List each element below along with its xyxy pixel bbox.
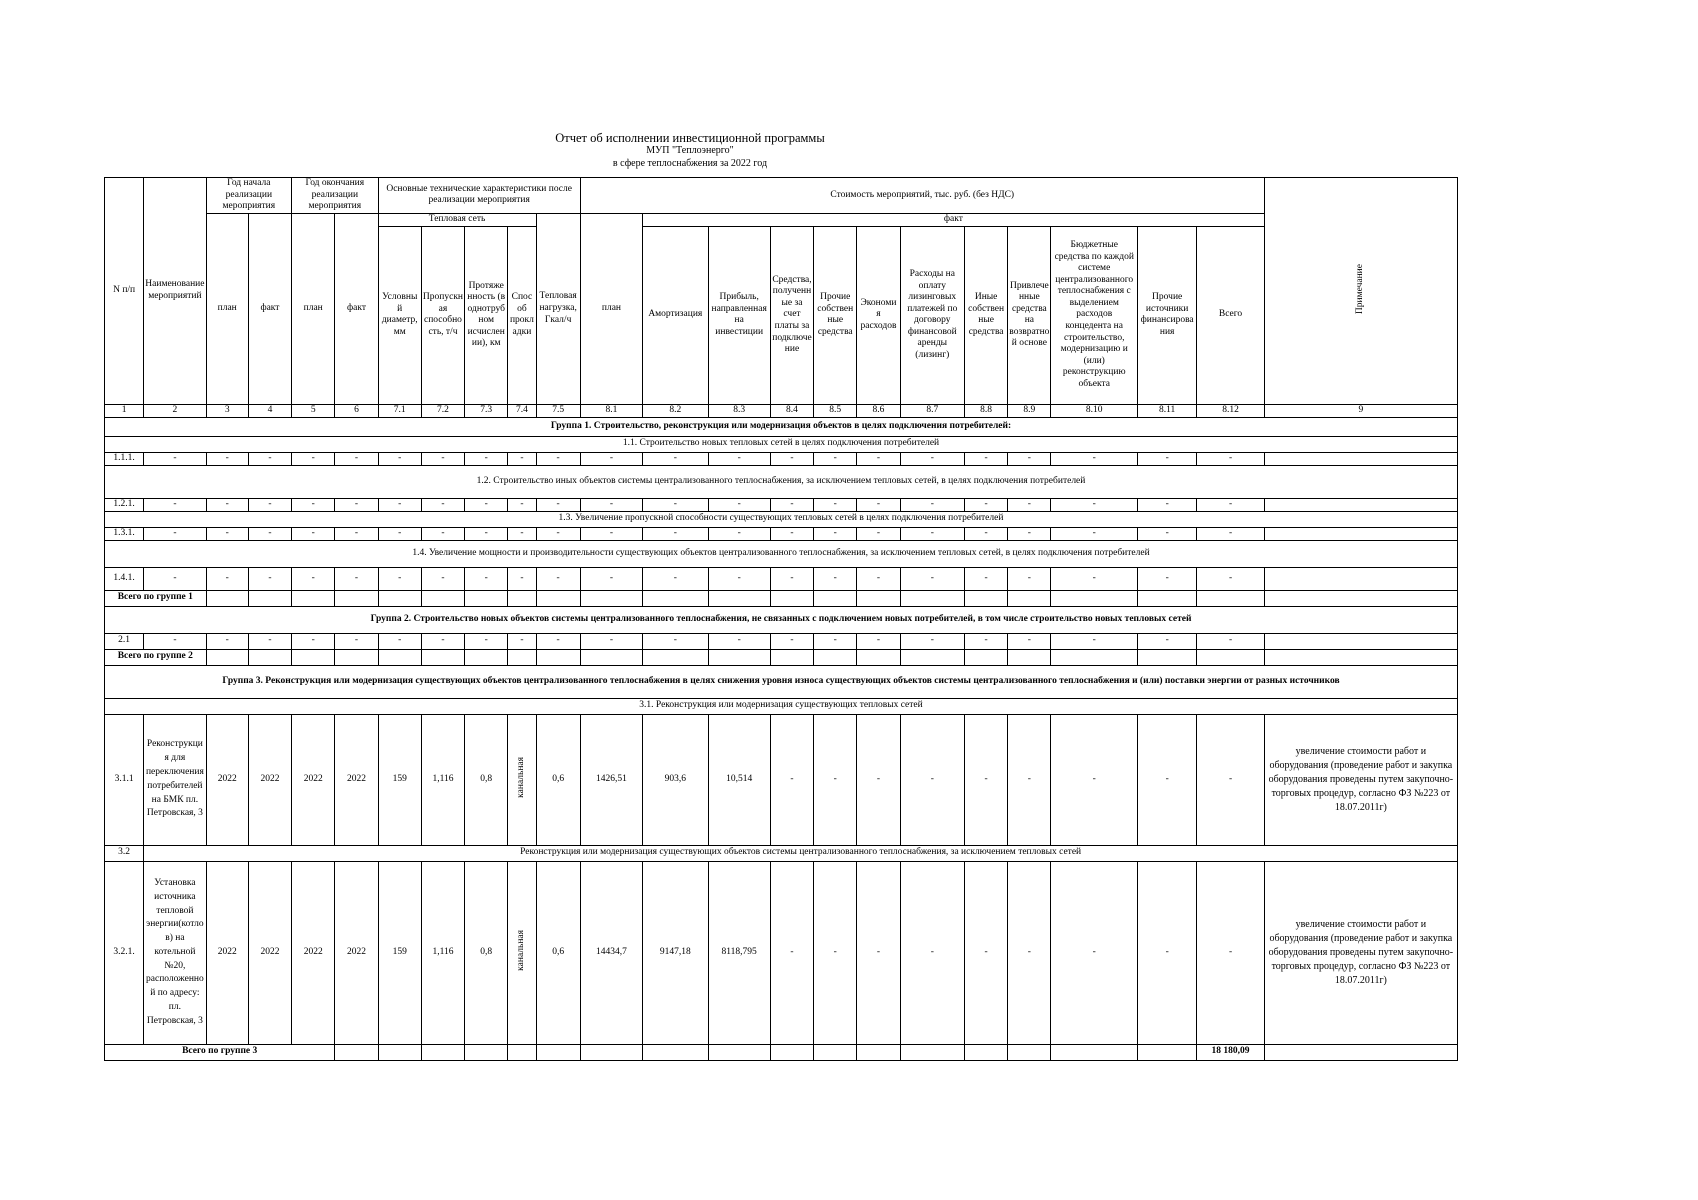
capacity: 1,116	[421, 714, 464, 845]
cell-dash: -	[248, 633, 291, 649]
header-year-end: Год окончания реализации мероприятия	[292, 178, 379, 214]
cell-dash: -	[643, 498, 708, 511]
cell-dash: -	[643, 633, 708, 649]
cell-dash: -	[708, 498, 770, 511]
cell-dash: -	[1008, 527, 1051, 540]
header-connection: Средства, полученные за счет платы за подключение	[770, 226, 813, 404]
cell-dash: -	[857, 714, 900, 845]
cell-dash: -	[708, 633, 770, 649]
cell-dash: -	[465, 452, 508, 465]
note: увеличение стоимости работ и оборудования (проведение работ и закупка оборудования проведены путем закупочно-торговых процедур, согласно ФЗ №223 от 18.07.2011г)	[1264, 861, 1457, 1044]
subgroup-1-3: 1.3. Увеличение пропускной способности существующих тепловых сетей в целях подключения потребителей	[105, 511, 1458, 527]
cell-dash: -	[900, 861, 964, 1044]
cell-dash: -	[421, 633, 464, 649]
cell-dash: -	[335, 527, 378, 540]
col-number: 8.9	[1008, 404, 1051, 417]
plan-start: 2022	[206, 861, 248, 1044]
header-diameter: Условный диаметр, мм	[378, 226, 421, 404]
header-profit: Прибыль, направленная на инвестиции	[708, 226, 770, 404]
cell-dash: -	[857, 567, 900, 590]
cell-dash: -	[1137, 714, 1196, 845]
method: канальная	[508, 861, 536, 1044]
header-note: Примечание	[1264, 178, 1457, 405]
cell-dash: -	[508, 527, 536, 540]
cell-dash: -	[508, 498, 536, 511]
cell-dash: -	[536, 527, 580, 540]
cell-dash: -	[378, 633, 421, 649]
cell-dash: -	[378, 527, 421, 540]
header-fact-group: факт	[643, 213, 1265, 226]
cell-dash: -	[964, 567, 1007, 590]
cell-dash: -	[770, 633, 813, 649]
subgroup-3-2: Реконструкция или модернизация существующих объектов системы централизованного теплоснабжения, за исключением тепловых сетей	[144, 845, 1458, 861]
capacity: 1,116	[421, 861, 464, 1044]
cell-dash: -	[1197, 527, 1264, 540]
header-economy: Экономия расходов	[857, 226, 900, 404]
cell-dash: -	[770, 567, 813, 590]
table-row	[105, 633, 1458, 649]
col-number: 3	[206, 404, 248, 417]
cell-dash: -	[814, 498, 857, 511]
cell-dash: -	[1137, 861, 1196, 1044]
cell-dash: -	[465, 567, 508, 590]
load: 0,6	[536, 714, 580, 845]
row-number: 3.2	[105, 845, 144, 861]
amortization: 903,6	[643, 714, 708, 845]
group-total-row	[105, 649, 1458, 665]
cell-dash: -	[580, 527, 642, 540]
cell-dash: -	[248, 452, 291, 465]
col-number: 4	[248, 404, 291, 417]
note: увеличение стоимости работ и оборудования (проведение работ и закупка оборудования проведены путем закупочно-торговых процедур, согласно ФЗ №223 от 18.07.2011г)	[1264, 714, 1457, 845]
cell-dash: -	[857, 498, 900, 511]
subgroup-3-1: 3.1. Реконструкция или модернизация существующих тепловых сетей	[105, 698, 1458, 714]
header-other-sources: Прочие источники финансирования	[1137, 226, 1196, 404]
cell-dash: -	[1008, 498, 1051, 511]
cell-dash: -	[465, 498, 508, 511]
cell-empty	[1264, 527, 1457, 540]
method: канальная	[508, 714, 536, 845]
col-number: 7.3	[465, 404, 508, 417]
header-amort: Амортизация	[643, 226, 708, 404]
cell-dash: -	[900, 452, 964, 465]
cell-dash: -	[1197, 567, 1264, 590]
cell-dash: -	[536, 567, 580, 590]
header-budget: Бюджетные средства по каждой системе централизованного теплоснабжения с выделением расходов концедента на строительство, модернизацию и (или) реконструкцию объекта	[1051, 226, 1138, 404]
plan-end: 2022	[292, 861, 335, 1044]
col-number: 9	[1264, 404, 1457, 417]
cell-empty	[1264, 498, 1457, 511]
row-number: 1.2.1.	[105, 498, 144, 511]
col-number: 2	[144, 404, 206, 417]
cell-dash: -	[900, 714, 964, 845]
cell-dash: -	[1137, 527, 1196, 540]
col-number: 7.4	[508, 404, 536, 417]
header-teplo-set: Тепловая сеть	[378, 213, 536, 226]
cell-dash: -	[964, 527, 1007, 540]
header-other-own: Иные собственные средства	[964, 226, 1007, 404]
cell-dash: -	[814, 861, 857, 1044]
col-number: 7.1	[378, 404, 421, 417]
header-fact-start: факт	[248, 213, 291, 404]
cell-dash: -	[508, 452, 536, 465]
header-n: N п/п	[105, 178, 144, 405]
cell-dash: -	[770, 527, 813, 540]
subgroup-1-1: 1.1. Строительство новых тепловых сетей в целях подключения потребителей	[105, 436, 1458, 452]
cell-dash: -	[814, 633, 857, 649]
header-tech: Основные технические характеристики после реализации мероприятия	[378, 178, 580, 214]
subgroup-row	[105, 845, 1458, 861]
cell-dash: -	[536, 498, 580, 511]
header-load: Тепловая нагрузка, Гкал/ч	[536, 213, 580, 404]
header-row-2	[105, 213, 1458, 226]
cell-dash: -	[378, 567, 421, 590]
cell-dash: -	[814, 567, 857, 590]
header-length: Протяженность (в однотрубном исчислении), км	[465, 226, 508, 404]
group-1-total-label: Всего по группе 1	[105, 590, 207, 606]
col-number: 8.12	[1197, 404, 1264, 417]
cell-dash: -	[814, 452, 857, 465]
cell-dash: -	[292, 633, 335, 649]
col-number: 8.6	[857, 404, 900, 417]
cell-dash: -	[580, 633, 642, 649]
row-number: 3.1.1	[105, 714, 144, 845]
table-row	[105, 861, 1458, 1044]
cell-dash: -	[857, 861, 900, 1044]
cell-dash: -	[292, 527, 335, 540]
row-number: 3.2.1.	[105, 861, 144, 1044]
header-name: Наименование мероприятий	[144, 178, 206, 405]
cell-dash: -	[580, 452, 642, 465]
subgroup-row	[105, 511, 1458, 527]
cell-dash: -	[1197, 633, 1264, 649]
organization-name: МУП "Теплоэнерго"	[646, 145, 734, 156]
cell-dash: -	[1137, 567, 1196, 590]
cell-dash: -	[465, 527, 508, 540]
cell-dash: -	[1008, 452, 1051, 465]
cell-dash: -	[248, 527, 291, 540]
cell-dash: -	[814, 714, 857, 845]
diameter: 159	[378, 861, 421, 1044]
col-number: 6	[335, 404, 378, 417]
plan-end: 2022	[292, 714, 335, 845]
cell-dash: -	[335, 567, 378, 590]
diameter: 159	[378, 714, 421, 845]
cell-dash: -	[900, 498, 964, 511]
header-cost: Стоимость мероприятий, тыс. руб. (без НДС)	[580, 178, 1264, 214]
header-plan-end: план	[292, 213, 335, 404]
header-capacity: Пропускная способность, т/ч	[421, 226, 464, 404]
cell-dash: -	[770, 714, 813, 845]
subgroup-1-4: 1.4. Увеличение мощности и производительности существующих объектов централизованного теплоснабжения, за исключением тепловых сетей, в целях подключения потребителей	[105, 540, 1458, 567]
measure-name: Реконструкция для переключения потребителей на БМК пл. Петровская, 3	[144, 714, 206, 845]
fact-end: 2022	[335, 714, 378, 845]
cell-dash: -	[857, 527, 900, 540]
table-row	[105, 567, 1458, 590]
cell-dash: -	[335, 452, 378, 465]
col-number: 8.1	[580, 404, 642, 417]
cell-dash: -	[536, 452, 580, 465]
report-title: Отчет об исполнении инвестиционной программы	[555, 131, 825, 145]
subgroup-row	[105, 465, 1458, 498]
cell-dash: -	[1137, 633, 1196, 649]
group-row	[105, 417, 1458, 436]
cell-dash: -	[144, 567, 206, 590]
cell-dash: -	[964, 714, 1007, 845]
col-number: 7.2	[421, 404, 464, 417]
header-method: Способ прокладки	[508, 226, 536, 404]
cell-dash: -	[421, 452, 464, 465]
cell-dash: -	[770, 498, 813, 511]
cell-dash: -	[900, 527, 964, 540]
measure-name: Установка источника тепловой энергии(котлов) на котельной №20, расположенной по адресу: пл. Петровская, 3	[144, 861, 206, 1044]
cell-dash: -	[292, 452, 335, 465]
col-number: 8.8	[964, 404, 1007, 417]
length: 0,8	[465, 714, 508, 845]
group-3-total-label: Всего по группе 3	[105, 1044, 335, 1060]
header-attracted: Привлеченные средства на возвратной основе	[1008, 226, 1051, 404]
report-period: в сфере теплоснабжения за 2022 год	[612, 158, 768, 169]
row-number: 2.1	[105, 633, 144, 649]
cell-dash: -	[770, 452, 813, 465]
cell-dash: -	[1051, 527, 1138, 540]
cell-empty	[1264, 633, 1457, 649]
cell-dash: -	[1008, 861, 1051, 1044]
investment-report-table	[104, 177, 1458, 1061]
header-year-start: Год начала реализации мероприятия	[206, 178, 292, 214]
group-row	[105, 665, 1458, 698]
cell-dash: -	[536, 633, 580, 649]
cell-dash: -	[206, 498, 248, 511]
cell-dash: -	[643, 527, 708, 540]
cell-dash: -	[643, 567, 708, 590]
cell-dash: -	[1197, 714, 1264, 845]
cell-dash: -	[1051, 567, 1138, 590]
row-number: 1.4.1.	[105, 567, 144, 590]
cell-dash: -	[248, 567, 291, 590]
cell-dash: -	[465, 633, 508, 649]
group-total-row	[105, 590, 1458, 606]
cell-dash: -	[814, 527, 857, 540]
group-2-total-label: Всего по группе 2	[105, 649, 207, 665]
cell-dash: -	[378, 452, 421, 465]
cell-dash: -	[580, 498, 642, 511]
header-fact-end: факт	[335, 213, 378, 404]
plan-start: 2022	[206, 714, 248, 845]
group-row	[105, 606, 1458, 633]
cell-dash: -	[1008, 567, 1051, 590]
cell-dash: -	[292, 567, 335, 590]
cell-dash: -	[248, 498, 291, 511]
cost-plan: 1426,51	[580, 714, 642, 845]
col-number: 8.11	[1137, 404, 1196, 417]
cell-dash: -	[964, 633, 1007, 649]
col-number: 8.10	[1051, 404, 1138, 417]
cell-dash: -	[857, 452, 900, 465]
profit: 10,514	[708, 714, 770, 845]
cell-empty	[1264, 567, 1457, 590]
cell-dash: -	[708, 527, 770, 540]
col-number: 5	[292, 404, 335, 417]
header-plan-start: план	[206, 213, 248, 404]
cell-dash: -	[508, 567, 536, 590]
header-total: Всего	[1197, 226, 1264, 404]
cell-dash: -	[900, 633, 964, 649]
group-3-total-value: 18 180,09	[1197, 1044, 1264, 1060]
col-number: 8.7	[900, 404, 964, 417]
cell-dash: -	[580, 567, 642, 590]
cell-dash: -	[1137, 498, 1196, 511]
subgroup-row	[105, 540, 1458, 567]
fact-end: 2022	[335, 861, 378, 1044]
table-row	[105, 714, 1458, 845]
cell-dash: -	[1051, 633, 1138, 649]
cell-dash: -	[770, 861, 813, 1044]
group-total-row	[105, 1044, 1458, 1060]
cell-dash: -	[206, 527, 248, 540]
cell-dash: -	[1051, 498, 1138, 511]
col-number: 1	[105, 404, 144, 417]
table-row	[105, 498, 1458, 511]
cell-dash: -	[421, 498, 464, 511]
cell-dash: -	[708, 567, 770, 590]
cell-dash: -	[1008, 714, 1051, 845]
cell-dash: -	[292, 498, 335, 511]
length: 0,8	[465, 861, 508, 1044]
cell-dash: -	[1051, 861, 1138, 1044]
cell-dash: -	[421, 527, 464, 540]
header-leasing: Расходы на оплату лизинговых платежей по договору финансовой аренды (лизинг)	[900, 226, 964, 404]
header-row-1	[105, 178, 1458, 214]
cell-dash: -	[1197, 498, 1264, 511]
cell-dash: -	[144, 498, 206, 511]
cell-dash: -	[964, 861, 1007, 1044]
group-2-title: Группа 2. Строительство новых объектов системы централизованного теплоснабжения, не связанных с подключением новых потребителей, в том числе строительство новых тепловых сетей	[105, 606, 1458, 633]
col-number: 8.5	[814, 404, 857, 417]
fact-start: 2022	[248, 714, 291, 845]
profit: 8118,795	[708, 861, 770, 1044]
row-number: 1.3.1.	[105, 527, 144, 540]
row-number: 1.1.1.	[105, 452, 144, 465]
cell-dash: -	[1051, 452, 1138, 465]
cell-dash: -	[421, 567, 464, 590]
cell-dash: -	[900, 567, 964, 590]
group-1-title: Группа 1. Строительство, реконструкция или модернизация объектов в целях подключения потребителей:	[105, 417, 1458, 436]
cell-dash: -	[1197, 861, 1264, 1044]
col-number: 7.5	[536, 404, 580, 417]
cell-dash: -	[964, 452, 1007, 465]
cell-dash: -	[643, 452, 708, 465]
cell-dash: -	[508, 633, 536, 649]
col-number: 8.3	[708, 404, 770, 417]
cell-dash: -	[144, 633, 206, 649]
amortization: 9147,18	[643, 861, 708, 1044]
cell-dash: -	[1197, 452, 1264, 465]
cell-dash: -	[1137, 452, 1196, 465]
group-3-title: Группа 3. Реконструкция или модернизация существующих объектов централизованного теплоснабжения в целях снижения уровня износа существующих объектов системы централизованного теплоснабжения и (или) поставки энергии от разных источников	[105, 665, 1458, 698]
subgroup-1-2: 1.2. Строительство иных объектов системы централизованного теплоснабжения, за исключением тепловых сетей, в целях подключения потребителей	[105, 465, 1458, 498]
header-own: Прочие собственные средства	[814, 226, 857, 404]
cell-dash: -	[144, 452, 206, 465]
column-numbers-row	[105, 404, 1458, 417]
cell-dash: -	[857, 633, 900, 649]
table-row	[105, 452, 1458, 465]
subgroup-row	[105, 698, 1458, 714]
fact-start: 2022	[248, 861, 291, 1044]
load: 0,6	[536, 861, 580, 1044]
cell-dash: -	[206, 452, 248, 465]
cell-dash: -	[335, 498, 378, 511]
col-number: 8.2	[643, 404, 708, 417]
subgroup-row	[105, 436, 1458, 452]
cell-empty	[1264, 452, 1457, 465]
cell-dash: -	[206, 567, 248, 590]
cell-dash: -	[1008, 633, 1051, 649]
cell-dash: -	[708, 452, 770, 465]
cell-dash: -	[144, 527, 206, 540]
cell-dash: -	[964, 498, 1007, 511]
header-cost-plan: план	[580, 213, 642, 404]
col-number: 8.4	[770, 404, 813, 417]
cell-dash: -	[206, 633, 248, 649]
cell-dash: -	[335, 633, 378, 649]
cost-plan: 14434,7	[580, 861, 642, 1044]
cell-dash: -	[1051, 714, 1138, 845]
table-row	[105, 527, 1458, 540]
cell-dash: -	[378, 498, 421, 511]
